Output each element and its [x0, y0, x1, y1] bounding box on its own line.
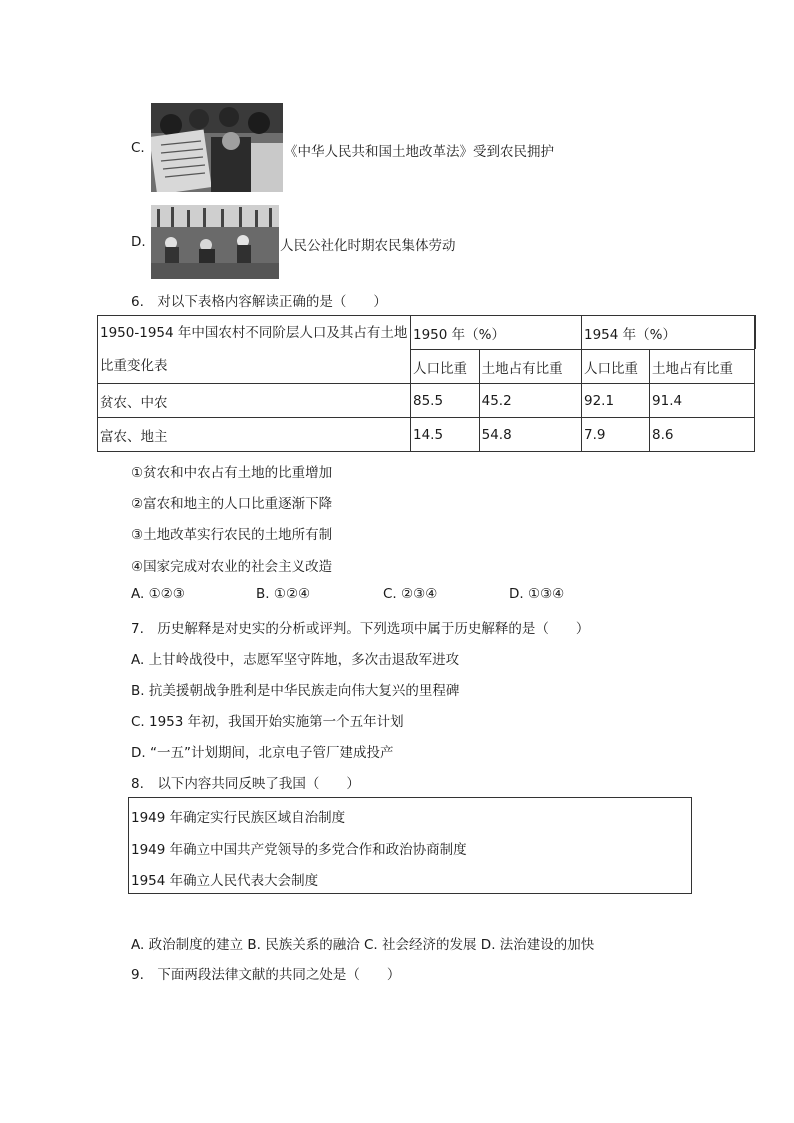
q6-stem: 6. 对以下表格内容解读正确的是（ ） — [131, 294, 387, 310]
table-header-cell: 土地占有比重 — [479, 350, 581, 384]
q8-box-line: 1954 年确立人民代表大会制度 — [131, 873, 319, 889]
option-c-letter: C. — [131, 140, 145, 156]
table-row-label: 贫农、中农 — [98, 384, 411, 418]
table-row-label: 富农、地主 — [98, 418, 411, 452]
q7-choice-a[interactable]: A. 上甘岭战役中，志愿军坚守阵地，多次击退敌军进攻 — [131, 652, 460, 668]
commune-labor-photo — [151, 205, 279, 279]
q6-statement: ①贫农和中农占有土地的比重增加 — [131, 465, 333, 481]
table-cell: 54.8 — [479, 418, 581, 452]
table-header-cell: 人口比重 — [582, 350, 650, 384]
option-c-text: 《中华人民共和国土地改革法》受到农民拥护 — [284, 144, 554, 160]
option-d-letter: D. — [131, 234, 146, 250]
table-row — [98, 384, 755, 418]
table-header-cell: 土地占有比重 — [650, 350, 755, 384]
table-title: 1950-1954 年中国农村不同阶层人口及其占有土地 比重变化表 — [98, 316, 411, 384]
q6-choice-a[interactable]: A. ①②③ — [131, 586, 185, 602]
table-year-1950: 1950 年（%） — [411, 316, 582, 350]
table-year-1954: 1954 年（%） — [582, 316, 755, 350]
table-header-cell: 人口比重 — [411, 350, 480, 384]
table-border — [755, 315, 756, 349]
q6-statement: ④国家完成对农业的社会主义改造 — [131, 559, 333, 575]
q8-box-line: 1949 年确立中国共产党领导的多党合作和政治协商制度 — [131, 842, 467, 858]
land-ratio-table — [97, 315, 755, 452]
table-cell: 91.4 — [650, 384, 755, 418]
table-cell: 45.2 — [479, 384, 581, 418]
q6-choice-c[interactable]: C. ②③④ — [383, 586, 438, 602]
table-row — [98, 418, 755, 452]
option-d-text: 人民公社化时期农民集体劳动 — [280, 238, 456, 254]
q7-choice-c[interactable]: C. 1953 年初，我国开始实施第一个五年计划 — [131, 714, 404, 730]
table-cell: 92.1 — [582, 384, 650, 418]
land-reform-photo — [151, 103, 283, 192]
table-cell: 85.5 — [411, 384, 480, 418]
q7-choice-d[interactable]: D. “一五”计划期间，北京电子管厂建成投产 — [131, 745, 394, 761]
q8-stem: 8. 以下内容共同反映了我国（ ） — [131, 776, 360, 792]
q7-choice-b[interactable]: B. 抗美援朝战争胜利是中华民族走向伟大复兴的里程碑 — [131, 683, 460, 699]
q8-choices[interactable]: A. 政治制度的建立 B. 民族关系的融洽 C. 社会经济的发展 D. 法治建设的加快 — [131, 937, 595, 953]
table-cell: 7.9 — [582, 418, 650, 452]
q6-statement: ②富农和地主的人口比重逐渐下降 — [131, 496, 333, 512]
q6-choice-d[interactable]: D. ①③④ — [509, 586, 565, 602]
q6-choice-b[interactable]: B. ①②④ — [256, 586, 311, 602]
q6-statement: ③土地改革实行农民的土地所有制 — [131, 527, 333, 543]
q8-content-box — [128, 797, 692, 894]
q8-box-line: 1949 年确定实行民族区域自治制度 — [131, 810, 346, 826]
q9-stem: 9. 下面两段法律文献的共同之处是（ ） — [131, 967, 401, 983]
table-cell: 8.6 — [650, 418, 755, 452]
table-cell: 14.5 — [411, 418, 480, 452]
q7-stem: 7. 历史解释是对史实的分析或评判。下列选项中属于历史解释的是（ ） — [131, 621, 590, 637]
